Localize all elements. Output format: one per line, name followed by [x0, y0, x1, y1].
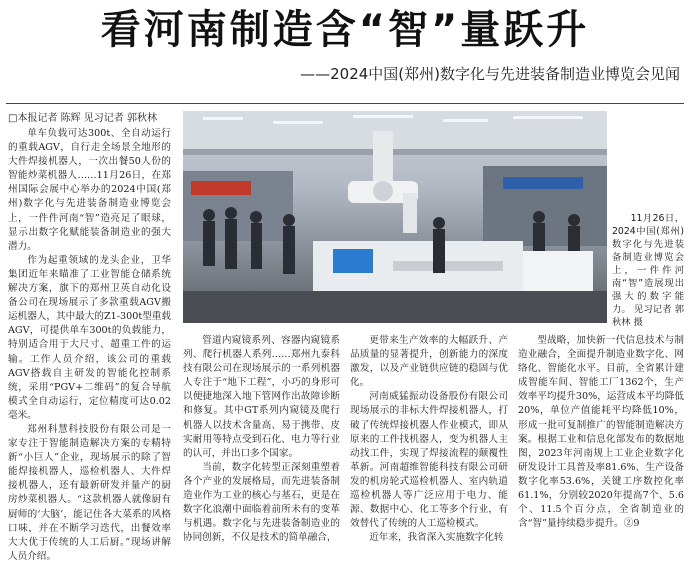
photo-caption-text: 11月26日，2024中国(郑州)数字化与先进装备制造业博览会上，一件件河南“智”造展现出强大的数字能力。 见习记者 郭秋林 摄 [612, 213, 684, 328]
subheadline: ——2024中国(郑州)数字化与先进装备制造业博览会见闻 [300, 65, 680, 83]
paragraph: 型战略，加快新一代信息技术与制造业融合，全面提升制造业数字化、网络化、智能化水平。目前，全省累计建成智能车间、智能工厂1362个，生产效率平均提升30%，运营成本平均降低20%，单位产值能耗平均降低10%，形成一批可复制推广的智能制造解决方案。根据工业和信息化部发布的数据地图，2023年河南规上工业企业数字化研发设计工具普及率81.6%、生产设备数字化率53.6%，关键工序数控化率61.1%，分别较2020年提高7个、5.6个、11.5个百分点，全省制造业的含“智”量持续稳步提升。②9 [518, 335, 684, 530]
article-column-4 [518, 334, 684, 530]
headline: 看河南制造含“智”量跃升 [100, 7, 590, 53]
paragraph: 单车负载可达300t、全自动运行的重载AGV，自行走全场景全地形的大件焊接机器人，一次出餐50人份的智能炒菜机器人……11月26日，在郑州国际会展中心举办的2024中国(郑州)数字化与先进装备制造业博览会上，一件件河南“智”造亮足了眼球，显示出数字化赋能装备制造业的强大潜力。 [8, 128, 171, 252]
paragraph: 郑州科慧科技股份有限公司是一家专注于智能制造解决方案的专精特新“小巨人”企业，现场展示的除了智能焊接机器人，巡检机器人、大件焊接机器人，还有最新研发并量产的厨房炒菜机器人。“这款机器人就像厨有厨师的‘大脑’，能记住各大菜系的风格口味，并在不断学习迭代，出餐效率大大优于传统的人工后厨。”现场讲解人员介绍。 [8, 423, 171, 562]
expo-photo [183, 111, 607, 323]
photo-caption [612, 212, 684, 328]
article-column-1 [8, 127, 171, 562]
paragraph: 近年来，我省深入实施数字化转 [369, 532, 504, 544]
expo-photo-illustration [183, 111, 607, 323]
byline: □本报记者 陈辉 见习记者 郭秋林 [8, 113, 157, 124]
divider [6, 103, 684, 104]
paragraph: 作为起重领域的龙头企业，卫华集团近年来瞄准了工业智能仓储系统解决方案，旗下的郑州卫英自动化设备公司在现场展示了多款重载AGV搬运机器人，其中最大的Z1-300t型重载AGV，可提供单车300t的负载能力，特别适合用于大尺寸、超重工件的运输。工作人员介绍，该公司的重载AGV搭载自主研发的智能化控制系统，采用“PGV+二维码”的复合导航模式全自动运行，定位精度可达0.02毫米。 [8, 254, 171, 421]
article-column-2 [183, 334, 340, 544]
paragraph: 当前，数字化转型正深刻重塑着各个产业的发展格局，而先进装备制造业作为工业的核心与基石，更是在数字化浪潮中面临着前所未有的变革与机遇。数字化与先进装备制造业的协同创新，不仅是技术的简单融合， [183, 461, 340, 544]
paragraph: 管道内窥镜系列、容器内窥镜系列、爬行机器人系列……郑州九泰科技有限公司在现场展示的一系列机器人专注于“地下工程”，小巧的身形可以便捷地深入地下管网作出故障诊断和修复。其中GT系列内窥镜及爬行机器人以技术含量高、易于携带、皮实耐用等特点受到石化、电力等行业的认可，并出口多个国家。 [183, 335, 340, 459]
paragraph: 河南威猛振动设备股份有限公司现场展示的非标大件焊接机器人，打破了传统焊接机器人作业模式，即从原来的工件找机器人，变为机器人主动找工件，实现了焊接流程的颠覆性革新。河南超维智能科技有限公司研发的机房轮式巡检机器人、室内轨道巡检机器人等广泛应用于电力、能源、数据中心、化工等多个行业，有效替代了传统的人工巡检模式。 [350, 391, 508, 530]
article-column-3 [350, 334, 508, 544]
paragraph: 更带来生产效率的大幅跃升、产品质量的显著提升，创新能力的深度激发，以及产业链供应链的稳固与优化。 [350, 335, 508, 389]
